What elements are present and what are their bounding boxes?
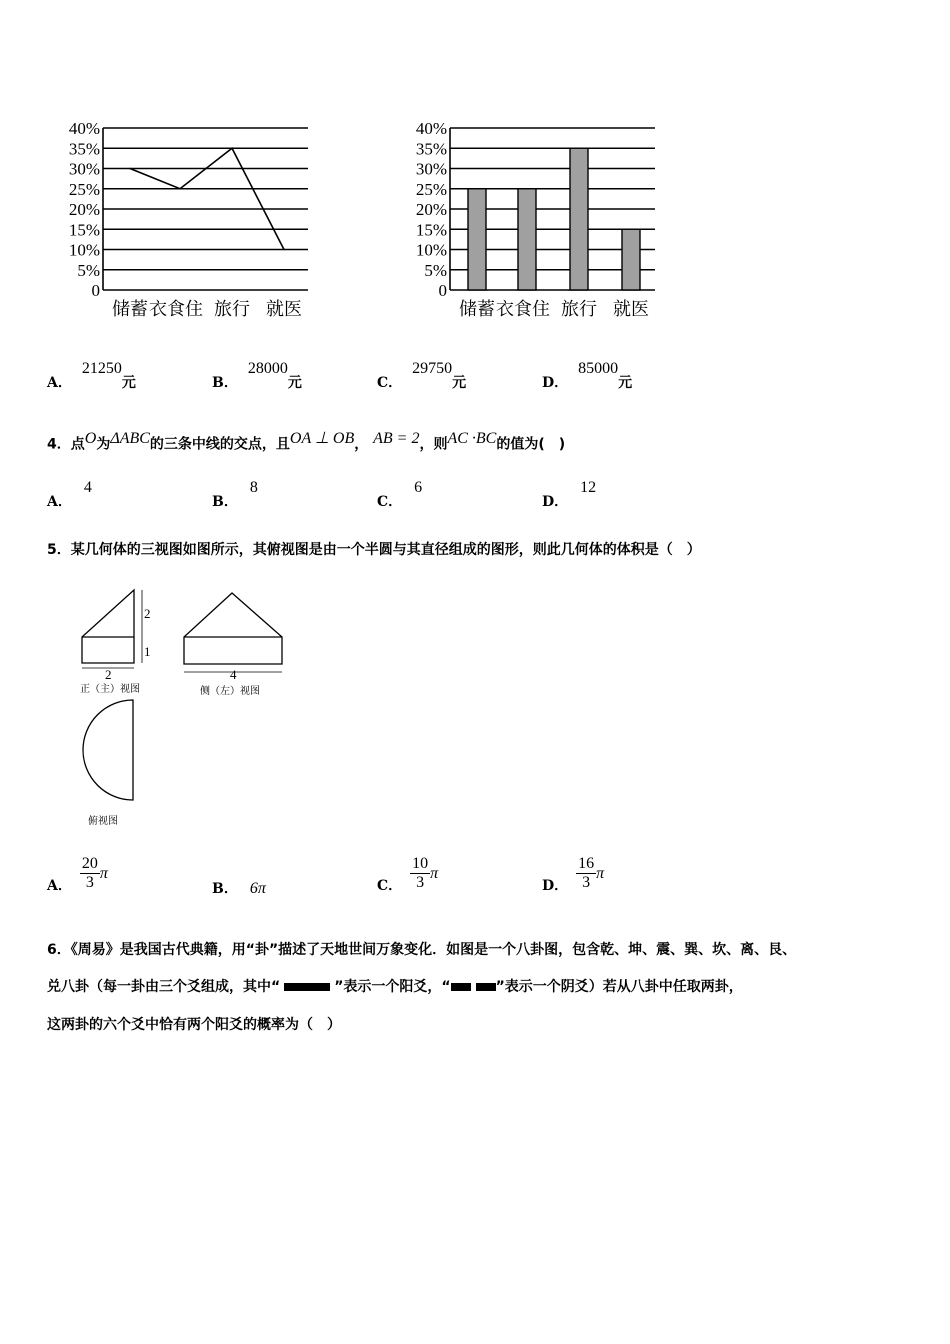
x-tick-label: 旅行 — [561, 299, 597, 319]
dim-1-height: 1 — [144, 644, 151, 659]
y-tick-label: 40% — [415, 119, 447, 138]
text: D． — [542, 878, 569, 894]
y-tick-label: 0 — [91, 281, 100, 300]
yin-yao-icon — [451, 983, 471, 991]
y-tick-label: 25% — [68, 179, 100, 199]
option-d[interactable] — [542, 360, 633, 391]
y-tick-label: 10% — [68, 240, 100, 260]
side-view-label: 侧（左）视图 — [200, 686, 260, 697]
question-6-line3: 这两卦的六个爻中恰有两个阳爻的概率为（ ） — [47, 1017, 341, 1033]
option-a[interactable] — [47, 360, 136, 391]
text: AC ·BC — [447, 430, 497, 447]
dim-4-width: 4 — [230, 667, 237, 682]
text: π — [596, 865, 605, 882]
data-point — [283, 249, 285, 251]
option-b[interactable] — [212, 855, 266, 897]
x-tick-label: 就医 — [266, 299, 302, 319]
question-4 — [47, 428, 565, 454]
three-view-figure — [60, 580, 300, 830]
y-tick-label: 10% — [415, 240, 447, 260]
data-point — [231, 147, 233, 149]
text: 6 — [414, 479, 423, 496]
text: 8 — [249, 479, 258, 496]
x-tick-label: 衣食住 — [496, 299, 550, 319]
text: OA ⊥ OB — [289, 430, 355, 447]
option-b[interactable] — [212, 360, 302, 391]
text: ΔABC — [110, 430, 150, 447]
text: 85000 — [578, 360, 619, 377]
option-c[interactable] — [377, 360, 467, 391]
data-point — [179, 188, 181, 190]
dim-2-height: 2 — [144, 606, 151, 621]
y-tick-label: 20% — [415, 200, 447, 219]
x-tick-label: 就医 — [613, 299, 649, 319]
text: 元 — [618, 375, 633, 391]
text: 元 — [452, 375, 467, 391]
text: AB = 2 — [373, 430, 420, 447]
text: 10 — [412, 855, 429, 872]
text: 21250 — [81, 360, 122, 377]
text: 4．点 — [47, 436, 85, 453]
text: 29750 — [412, 360, 453, 377]
text: 3 — [85, 874, 94, 891]
option-c[interactable] — [377, 855, 438, 892]
text: B． — [212, 881, 238, 897]
text: B． — [212, 494, 238, 510]
line-chart — [69, 119, 308, 319]
text: 的三条中线的交点，且 — [149, 436, 290, 453]
option-c[interactable] — [377, 479, 423, 510]
y-tick-label: 30% — [415, 159, 447, 179]
text: 元 — [121, 375, 136, 391]
x-tick-label: 储蓄 — [459, 299, 495, 319]
data-point — [129, 168, 131, 170]
text: C． — [377, 375, 403, 391]
y-tick-label: 35% — [415, 139, 447, 159]
option-d[interactable] — [542, 479, 597, 510]
text: D． — [542, 375, 569, 391]
y-tick-label: 25% — [415, 179, 447, 199]
text: 为 — [96, 436, 111, 453]
yang-yao-icon — [284, 983, 330, 991]
bar — [570, 148, 588, 290]
text: 兑八卦（每一卦由三个爻组成，其中“ — [47, 979, 281, 995]
question-6-line2 — [47, 976, 743, 996]
question-5: 5．某几何体的三视图如图所示，其俯视图是由一个半圆与其直径组成的图形，则此几何体的体积是（ ） — [47, 542, 701, 558]
y-tick-label: 35% — [68, 139, 100, 159]
charts — [55, 115, 675, 330]
text: 20 — [81, 855, 98, 872]
y-tick-label: 5% — [424, 260, 447, 280]
x-tick-label: 旅行 — [214, 299, 250, 319]
text: D． — [542, 494, 569, 510]
text: C． — [377, 494, 403, 510]
bar — [622, 229, 640, 290]
text: π — [430, 865, 439, 882]
text: C． — [377, 878, 403, 894]
x-tick-label: 储蓄 — [112, 299, 148, 319]
text: 28000 — [247, 360, 288, 377]
text: O — [84, 430, 97, 447]
text: A． — [47, 494, 72, 510]
text: 16 — [578, 855, 595, 872]
bar — [518, 189, 536, 290]
text: 的值为( ) — [496, 436, 566, 453]
text: 3 — [416, 874, 425, 891]
option-d[interactable] — [542, 855, 604, 892]
text: B． — [212, 375, 238, 391]
y-tick-label: 15% — [68, 220, 100, 240]
option-a[interactable] — [47, 855, 108, 892]
bar — [468, 189, 486, 290]
y-tick-label: 15% — [415, 220, 447, 240]
y-tick-label: 0 — [438, 281, 447, 300]
data-line — [130, 148, 284, 249]
text: 4 — [83, 479, 92, 496]
x-tick-label: 衣食住 — [149, 299, 203, 319]
y-tick-label: 40% — [68, 119, 100, 138]
bar-chart — [416, 119, 655, 319]
text: 元 — [287, 375, 302, 391]
question-6-line1: 6．《周易》是我国古代典籍，用“卦”描述了天地世间万象变化．如图是一个八卦图，包含乾、坤、震、巽、坎、离、艮、 — [47, 942, 797, 958]
text: ”表示一个阳爻，“ — [334, 979, 451, 995]
text: π — [99, 865, 108, 882]
text: A． — [47, 878, 72, 894]
y-tick-label: 20% — [68, 200, 100, 219]
y-tick-label: 5% — [77, 260, 100, 280]
y-tick-label: 30% — [68, 159, 100, 179]
front-view-label: 正（主）视图 — [80, 684, 140, 695]
top-view-label: 俯视图 — [88, 816, 118, 827]
option-a[interactable] — [47, 479, 92, 510]
text: ”表示一个阴爻）若从八卦中任取两卦， — [495, 979, 743, 995]
text: ， — [354, 436, 369, 453]
text: 6π — [249, 880, 266, 897]
text: 3 — [582, 874, 591, 891]
dim-2-width: 2 — [105, 667, 112, 682]
option-b[interactable] — [212, 479, 258, 510]
text: 12 — [580, 479, 597, 496]
text: ，则 — [419, 436, 448, 453]
text: A． — [47, 375, 72, 391]
